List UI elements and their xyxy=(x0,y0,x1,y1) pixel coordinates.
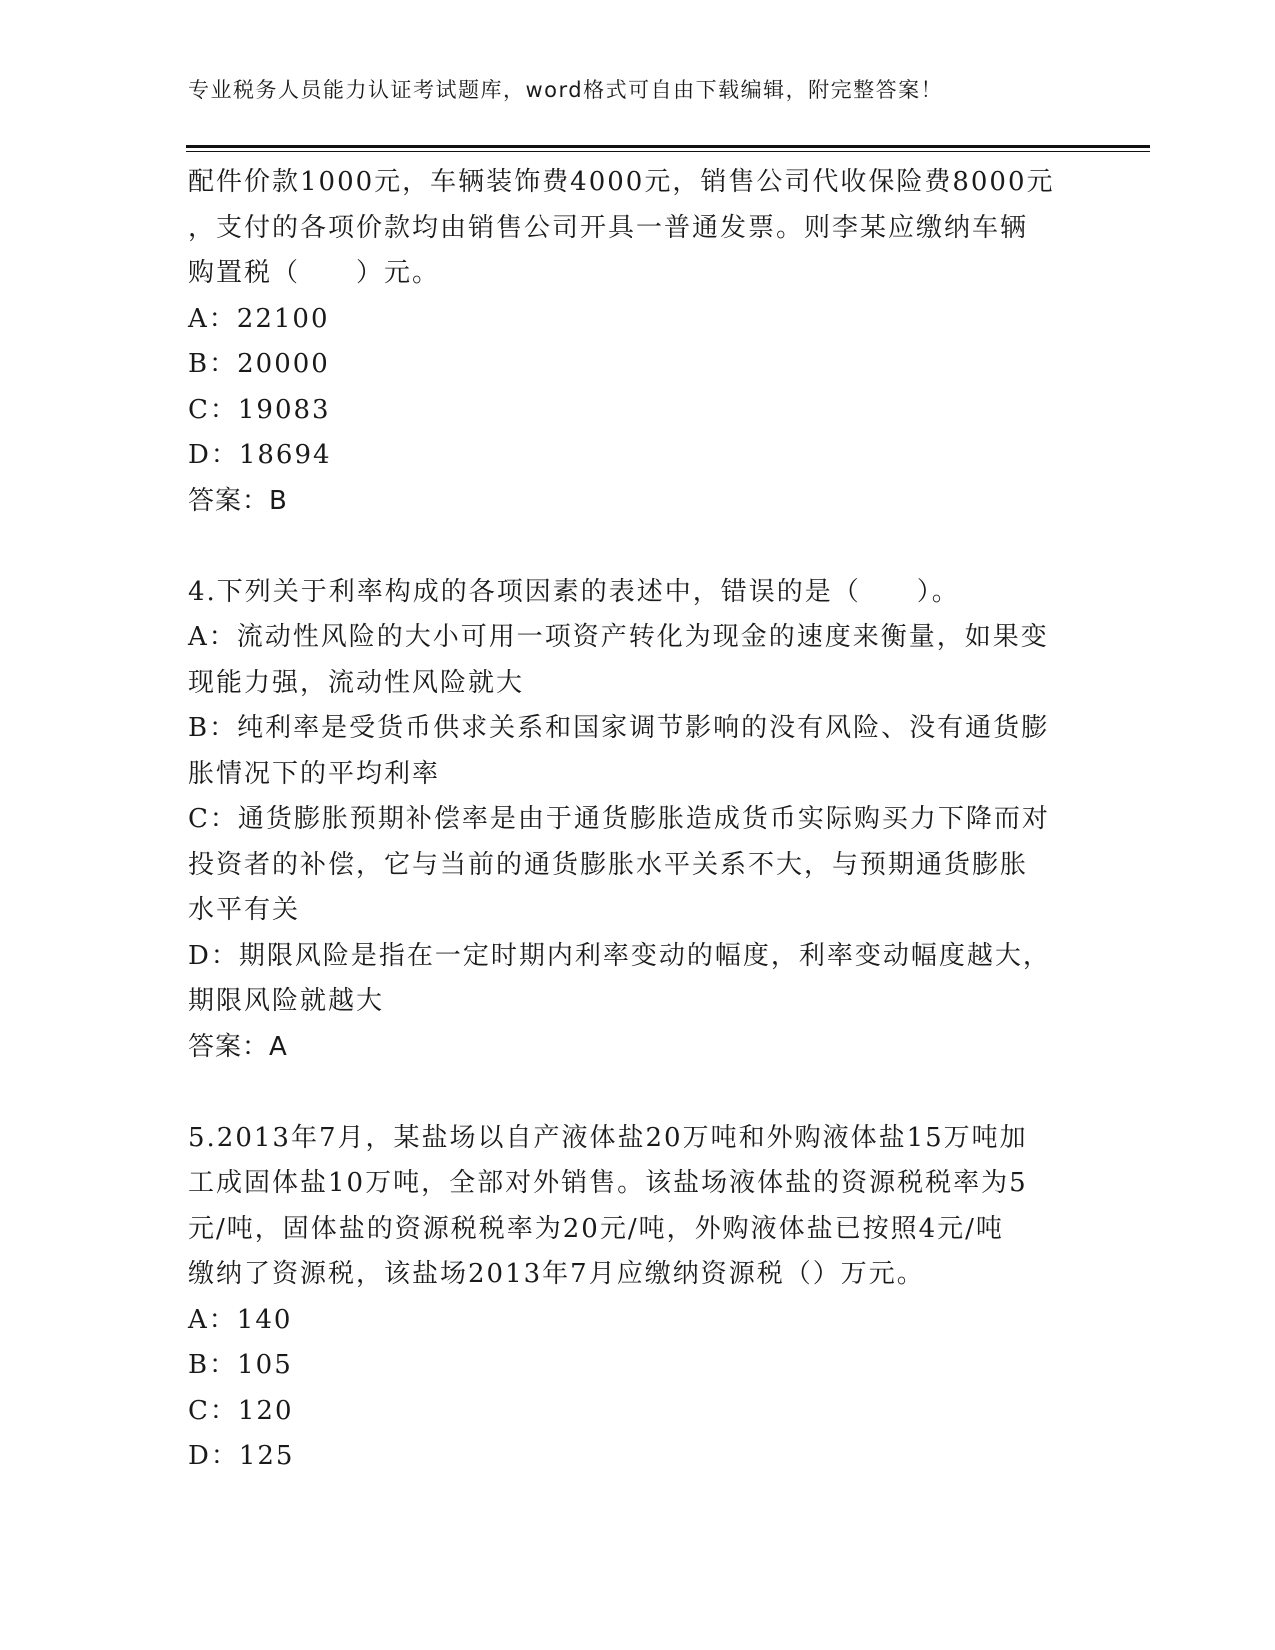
spacer xyxy=(188,1070,1088,1116)
option-d: D：18694 xyxy=(188,440,332,470)
question-stem-line: ，支付的各项价款均由销售公司开具一普通发票。则李某应缴纳车辆 xyxy=(188,212,1029,243)
option-a: A：22100 xyxy=(188,303,330,334)
option-c: C：120 xyxy=(188,1395,294,1426)
option-c-continued: 投资者的补偿，它与当前的通货膨胀水平关系不大，与预期通货膨胀 xyxy=(188,849,1029,880)
answer-line: 答案：A xyxy=(188,1031,288,1062)
question-stem-line: 元/吨，固体盐的资源税税率为20元/吨，外购液体盐已按照4元/吨 xyxy=(188,1213,1004,1244)
question-3 xyxy=(188,160,1088,524)
option-a: A：140 xyxy=(188,1304,293,1335)
option-b: B：105 xyxy=(188,1350,293,1380)
option-b: B：纯利率是受货币供求关系和国家调节影响的没有风险、没有通货膨 xyxy=(188,713,1050,743)
document-body xyxy=(188,160,1088,1480)
header-divider-thin xyxy=(186,151,1150,152)
spacer xyxy=(188,524,1088,570)
question-stem-line: 缴纳了资源税，该盐场2013年7月应缴纳资源税（）万元。 xyxy=(188,1259,925,1289)
option-b: B：20000 xyxy=(188,349,330,379)
option-d: D：期限风险是指在一定时期内利率变动的幅度，利率变动幅度越大， xyxy=(188,940,1051,971)
option-c: C：19083 xyxy=(188,394,331,425)
option-d-continued: 期限风险就越大 xyxy=(188,986,385,1016)
question-stem-line: 5.2013年7月，某盐场以自产液体盐20万吨和外购液体盐15万吨加 xyxy=(188,1122,1028,1153)
option-c-continued: 水平有关 xyxy=(188,895,301,925)
question-stem-line: 配件价款1000元，车辆装饰费4000元，销售公司代收保险费8000元 xyxy=(188,167,1055,197)
option-d: D：125 xyxy=(188,1441,295,1471)
question-stem-line: 4.下列关于利率构成的各项因素的表述中，错误的是（ ）。 xyxy=(188,576,960,607)
page-header: 专业税务人员能力认证考试题库，word格式可自由下载编辑，附完整答案！ xyxy=(188,78,944,102)
question-stem-line: 工成固体盐10万吨，全部对外销售。该盐场液体盐的资源税税率为5 xyxy=(188,1168,1028,1198)
answer-line: 答案：B xyxy=(188,485,288,516)
option-b-continued: 胀情况下的平均利率 xyxy=(188,758,441,789)
option-c: C：通货膨胀预期补偿率是由于通货膨胀造成货币实际购买力下降而对 xyxy=(188,804,1050,834)
option-a-continued: 现能力强，流动性风险就大 xyxy=(188,667,525,698)
question-4 xyxy=(188,570,1088,1071)
header-divider xyxy=(186,145,1150,148)
question-stem-line: 购置税（ ）元。 xyxy=(188,258,441,288)
question-5 xyxy=(188,1116,1088,1480)
option-a: A：流动性风险的大小可用一项资产转化为现金的速度来衡量，如果变 xyxy=(188,622,1049,652)
